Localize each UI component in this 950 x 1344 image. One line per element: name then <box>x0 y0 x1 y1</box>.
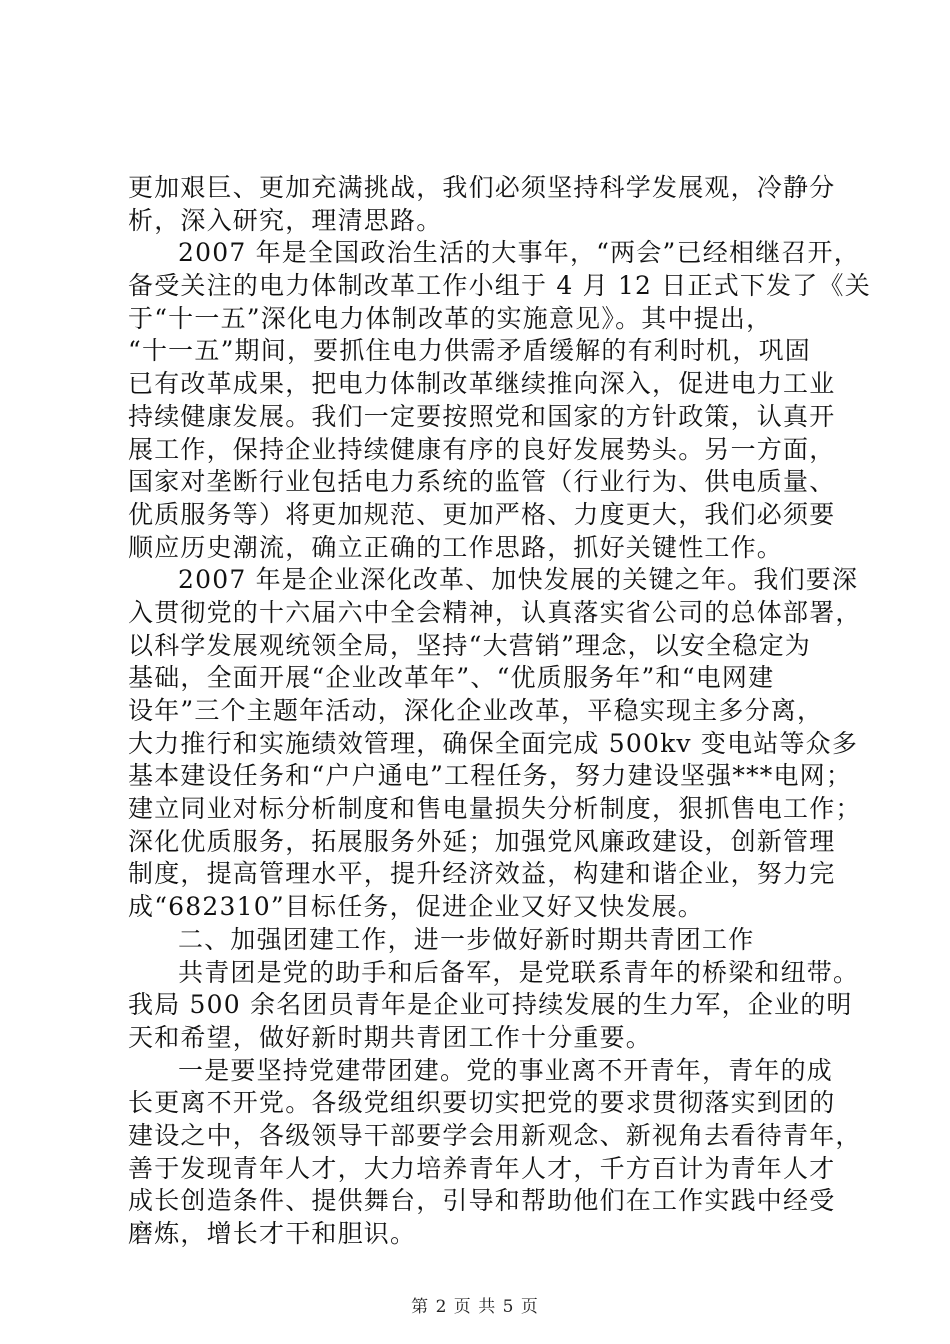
text-line: “十一五”期间，要抓住电力供需矛盾缓解的有利时机，巩固 <box>128 336 811 366</box>
text-line: 析，深入研究，理清思路。 <box>128 205 443 235</box>
text-line: 更加艰巨、更加充满挑战，我们必须坚持科学发展观，冷静分 <box>128 173 836 202</box>
text-line: 基础，全面开展“企业改革年”、“优质服务年”和“电网建 <box>128 663 775 693</box>
text-line: 入贯彻党的十六届六中全会精神，认真落实省公司的总体部署， <box>128 597 862 627</box>
text-line: 持续健康发展。我们一定要按照党和国家的方针政策，认真开 <box>128 401 836 431</box>
text-line: 优质服务等）将更加规范、更加严格、力度更大，我们必须要 <box>128 499 836 529</box>
text-line: 成“682310”目标任务，促进企业又好又快发展。 <box>128 892 704 922</box>
text-line: 备受关注的电力体制改革工作小组于 4 月 12 日正式下发了《关 <box>128 271 871 301</box>
page-footer: 第 2 页 共 5 页 <box>411 1297 539 1317</box>
text-line: 共青团是党的助手和后备军，是党联系青年的桥梁和纽带。 <box>178 957 860 987</box>
text-line: 天和希望，做好新时期共青团工作十分重要。 <box>128 1022 653 1052</box>
text-line: 成长创造条件、提供舞台，引导和帮助他们在工作实践中经受 <box>128 1186 836 1216</box>
text-line: 长更离不开党。各级党组织要切实把党的要求贯彻落实到团的 <box>128 1088 836 1118</box>
text-line: 磨炼，增长才干和胆识。 <box>128 1219 417 1248</box>
text-line: 深化优质服务，拓展服务外延；加强党风廉政建设，创新管理 <box>128 826 836 856</box>
text-line: 建设之中，各级领导干部要学会用新观念、新视角去看待青年， <box>128 1120 862 1150</box>
text-line: 我局 500 余名团员青年是企业可持续发展的生力军，企业的明 <box>128 990 853 1020</box>
text-line: 于“十一五”深化电力体制改革的实施意见》。其中提出， <box>128 303 773 333</box>
text-line: 2007 年是全国政治生活的大事年，“两会”已经相继召开， <box>178 238 860 268</box>
text-line: 建立同业对标分析制度和售电量损失分析制度，狠抓售电工作； <box>128 794 862 824</box>
text-line: 设年”三个主题年活动，深化企业改革，平稳实现主多分离， <box>128 696 824 725</box>
text-line: 国家对垄断行业包括电力系统的监管（行业行为、供电质量、 <box>128 467 836 497</box>
text-line: 基本建设任务和“户户通电”工程任务，努力建设坚强***电网； <box>128 761 853 791</box>
text-line: 一是要坚持党建带团建。党的事业离不开青年，青年的成 <box>178 1055 834 1085</box>
text-line: 大力推行和实施绩效管理，确保全面完成 500kv 变电站等众多 <box>128 728 859 758</box>
text-line: 2007 年是企业深化改革、加快发展的关键之年。我们要深 <box>178 565 859 595</box>
text-line: 展工作，保持企业持续健康有序的良好发展势头。另一方面， <box>128 434 836 464</box>
document-body <box>128 172 871 1251</box>
text-line: 以科学发展观统领全局，坚持“大营销”理念，以安全稳定为 <box>128 630 811 660</box>
text-line: 顺应历史潮流，确立正确的工作思路，抓好关键性工作。 <box>128 532 784 562</box>
text-line: 制度，提高管理水平，提升经济效益，构建和谐企业，努力完 <box>128 859 836 889</box>
text-line: 已有改革成果，把电力体制改革继续推向深入，促进电力工业 <box>128 369 836 399</box>
text-line: 善于发现青年人才，大力培养青年人才，千方百计为青年人才 <box>128 1153 836 1183</box>
text-line: 二、加强团建工作，进一步做好新时期共青团工作 <box>178 924 755 954</box>
